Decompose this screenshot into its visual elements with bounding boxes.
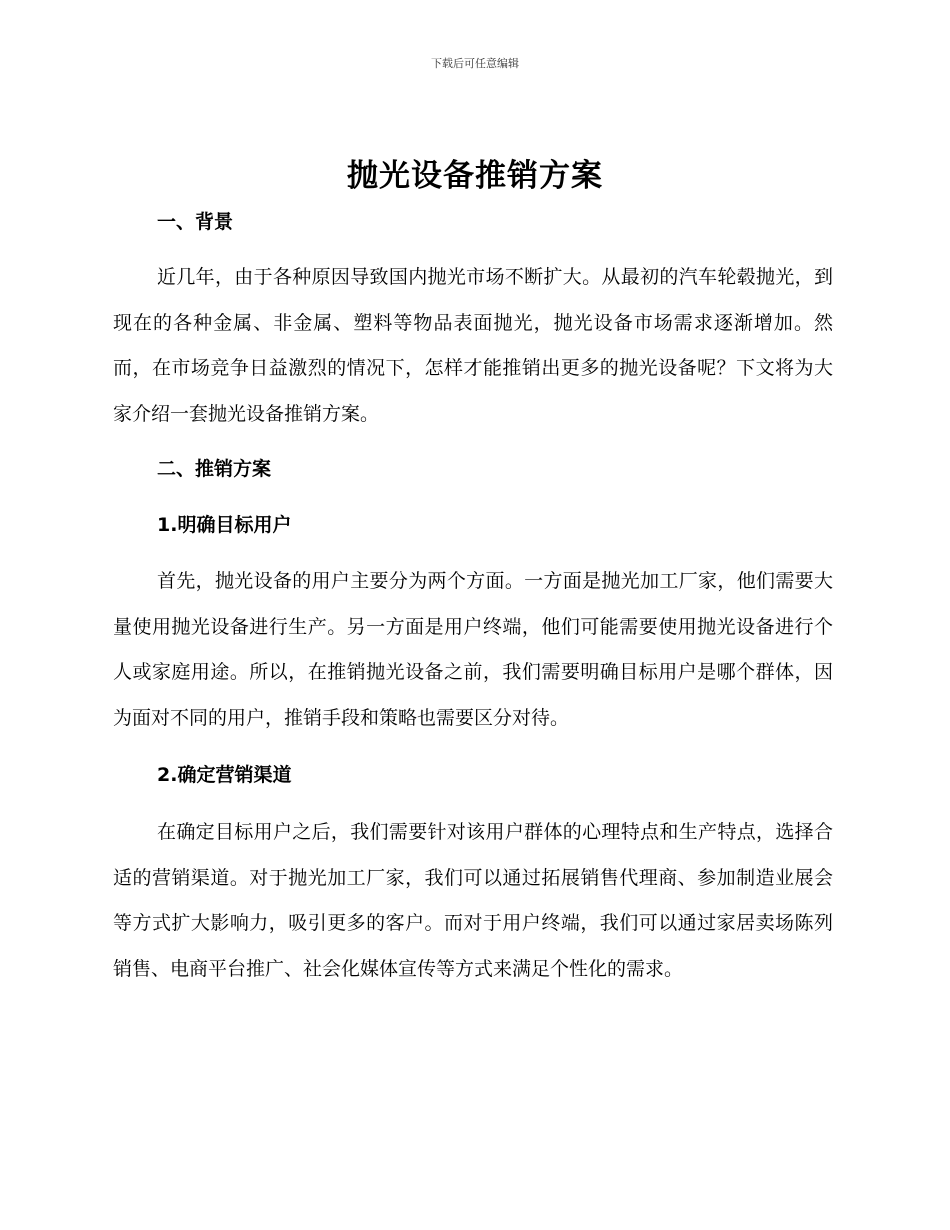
paragraph-background: 近几年，由于各种原因导致国内抛光市场不断扩大。从最初的汽车轮毂抛光，到现在的各种金属、非金属、塑料等物品表面抛光，抛光设备市场需求逐渐增加。然而，在市场竞争日益激烈的情况下，怎样才能推销出更多的抛光设备呢？下文将为大家介绍一套抛光设备推销方案。 xyxy=(113,266,833,425)
subsection-heading-marketing-channels: 2.确定营销渠道 xyxy=(157,764,292,786)
header-note: 下载后可任意编辑 xyxy=(431,57,519,70)
document-title: 抛光设备推销方案 xyxy=(347,158,603,194)
document-body xyxy=(113,200,833,992)
subsection-heading-target-users: 1.明确目标用户 xyxy=(157,514,292,536)
section-heading-plan: 二、推销方案 xyxy=(157,458,272,480)
section-heading-background: 一、背景 xyxy=(157,211,234,233)
paragraph-marketing-channels: 在确定目标用户之后，我们需要针对该用户群体的心理特点和生产特点，选择合适的营销渠道。对于抛光加工厂家，我们可以通过拓展销售代理商、参加制造业展会等方式扩大影响力，吸引更多的客户。而对于用户终端，我们可以通过家居卖场陈列销售、电商平台推广、社会化媒体宣传等方式来满足个性化的需求。 xyxy=(113,821,833,980)
paragraph-target-users: 首先，抛光设备的用户主要分为两个方面。一方面是抛光加工厂家，他们需要大量使用抛光设备进行生产。另一方面是用户终端，他们可能需要使用抛光设备进行个人或家庭用途。所以，在推销抛光设备之前，我们需要明确目标用户是哪个群体，因为面对不同的用户，推销手段和策略也需要区分对待。 xyxy=(113,570,833,729)
